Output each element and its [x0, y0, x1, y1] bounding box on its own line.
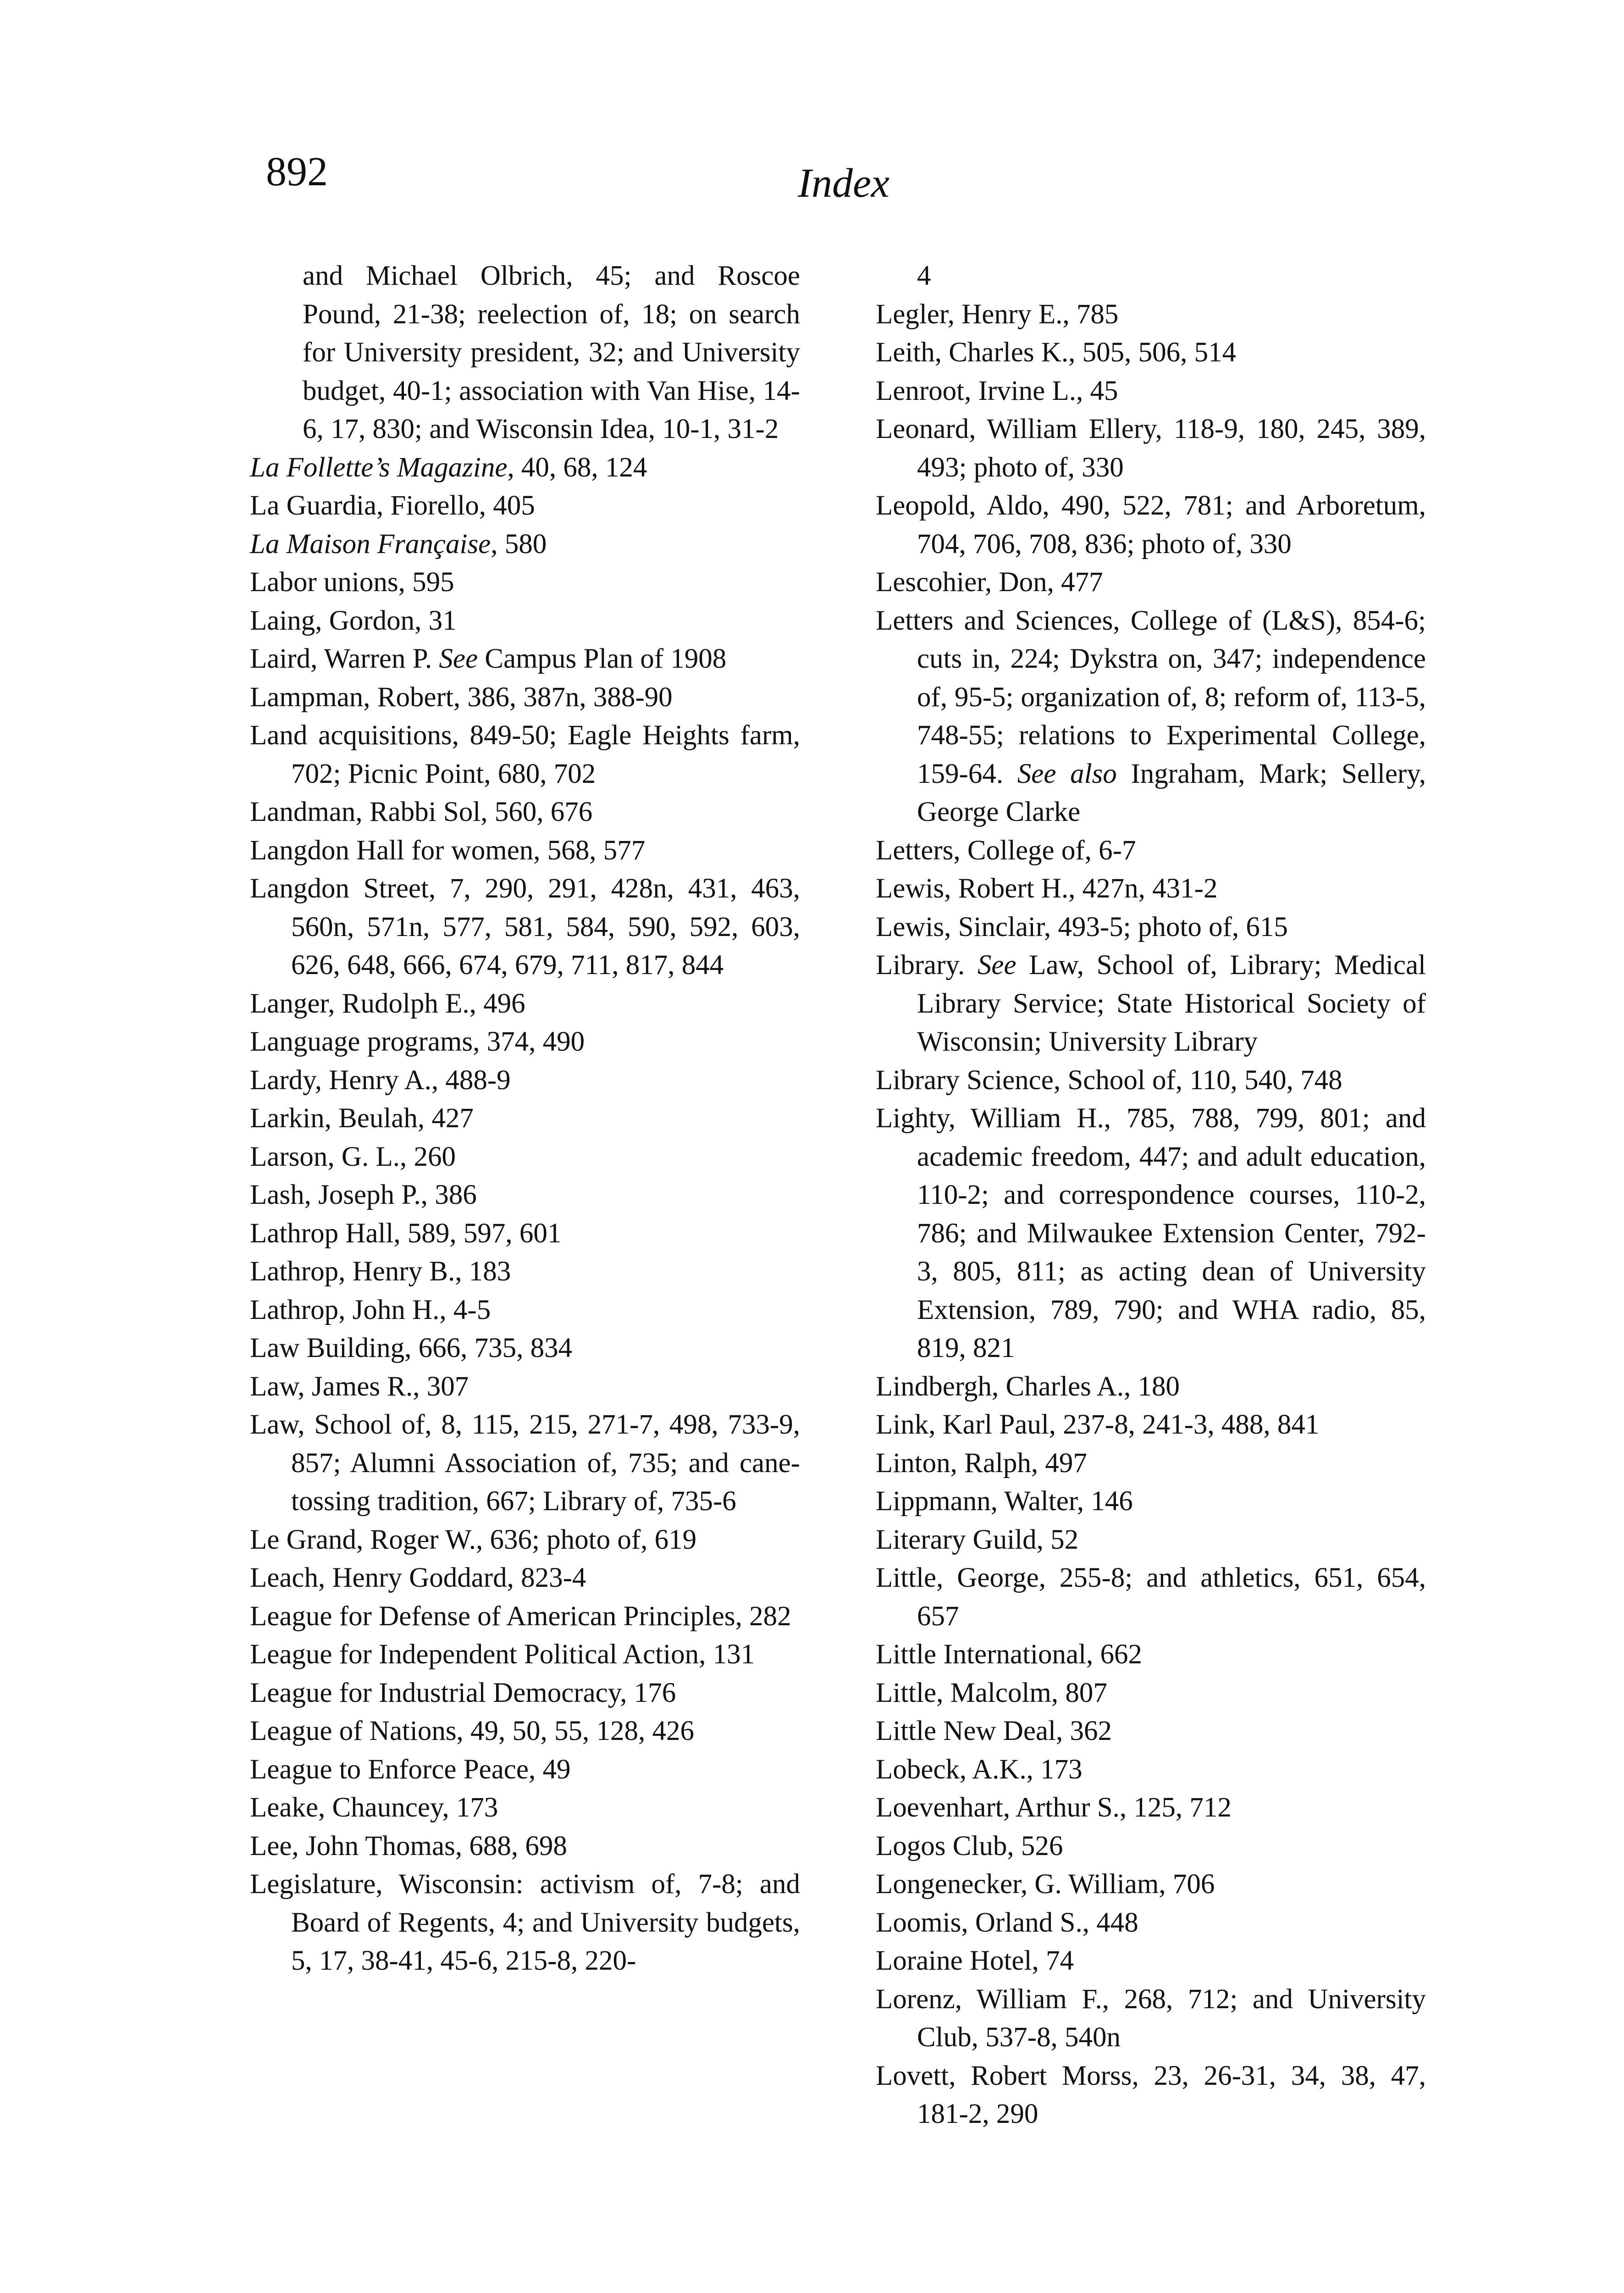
index-entry [250, 257, 800, 449]
index-entry-text: League for Defense of American Principles, 282 [250, 1601, 791, 1632]
index-column-left [250, 257, 800, 1980]
index-entry-text: Literary Guild, 52 [876, 1524, 1079, 1555]
index-entry [250, 1865, 800, 1980]
index-entry [250, 1252, 800, 1291]
index-entry [876, 1635, 1426, 1674]
index-entry-text: Langdon Street, 7, 290, 291, 428n, 431, 463, 560n, 571n, 577, 581, 584, 590, 592, 603, 626, 648, 666, 674, 679, 711, 817, 844 [250, 873, 800, 980]
index-entry-text: Logos Club, 526 [876, 1830, 1063, 1861]
index-entry-text: League for Industrial Democracy, 176 [250, 1677, 676, 1708]
index-entry-text: Leonard, William Ellery, 118-9, 180, 245, 389, 493; photo of, 330 [876, 414, 1426, 483]
index-entry [250, 640, 800, 678]
index-entry [250, 1406, 800, 1521]
index-entry-text: Little International, 662 [876, 1639, 1143, 1670]
index-entry [250, 870, 800, 985]
index-entry-text: Leith, Charles K., 505, 506, 514 [876, 337, 1237, 368]
index-entry-text: Lovett, Robert Morss, 23, 26-31, 34, 38, 47, 181-2, 290 [876, 2060, 1426, 2129]
index-entry-text: Lathrop, Henry B., 183 [250, 1256, 511, 1287]
index-entry-text: Leopold, Aldo, 490, 522, 781; and Arboretum, 704, 706, 708, 836; photo of, 330 [876, 490, 1426, 559]
index-entry [250, 1712, 800, 1750]
index-entry-text: Le Grand, Roger W., 636; photo of, 619 [250, 1524, 697, 1555]
index-entry [876, 908, 1426, 947]
index-entry [250, 563, 800, 602]
index-entry [876, 1061, 1426, 1100]
index-entry [876, 487, 1426, 563]
index-entry-text: Law, James R., 307 [250, 1371, 469, 1402]
index-entry [250, 1674, 800, 1712]
index-entry-text: Little, George, 255-8; and athletics, 651, 654, 657 [876, 1562, 1426, 1632]
index-entry [876, 410, 1426, 487]
index-entry-text: Land acquisitions, 849-50; Eagle Heights farm, 702; Picnic Point, 680, 702 [250, 720, 800, 789]
index-entry [876, 2057, 1426, 2133]
index-entry-text: Lighty, William H., 785, 788, 799, 801; and academic freedom, 447; and adult education, 110-2; and correspondence courses, 110-2, 786; and Milwaukee Extension Center, 792-3, 805, 811; as acting dean of University Extension, 789, 790; and WHA radio, 85, 819, 821 [876, 1103, 1426, 1363]
index-entry-text: Lewis, Sinclair, 493-5; photo of, 615 [876, 911, 1288, 942]
index-entry-text: Legler, Henry E., 785 [876, 299, 1119, 330]
index-entry [876, 1482, 1426, 1521]
index-entry-text: Law Building, 666, 735, 834 [250, 1333, 573, 1363]
index-entry-text: Langer, Rudolph E., 496 [250, 988, 525, 1019]
index-entry [250, 602, 800, 640]
index-entry-text: Little, Malcolm, 807 [876, 1677, 1107, 1708]
index-entry [876, 1942, 1426, 1980]
index-entry-text: and Michael Olbrich, 45; and Roscoe Pound, 21-38; reelection of, 18; on search for University president, 32; and University budget, 40-1; association with Van Hise, 14-6, 17, 830; and Wisconsin Idea, 10-1, 31-2 [303, 260, 800, 444]
index-entry-text: Loomis, Orland S., 448 [876, 1907, 1138, 1938]
index-entry-text: Lindbergh, Charles A., 180 [876, 1371, 1180, 1402]
index-entry [876, 1865, 1426, 1904]
index-entry-text: Landman, Rabbi Sol, 560, 676 [250, 797, 593, 827]
index-entry-text: Lewis, Robert H., 427n, 431-2 [876, 873, 1218, 904]
index-entry [250, 1061, 800, 1100]
index-entry-text: Lee, John Thomas, 688, 698 [250, 1830, 567, 1861]
index-cross-reference-label: See also [1017, 758, 1117, 789]
index-entry-text: Lenroot, Irvine L., 45 [876, 375, 1118, 406]
index-entry-italic-title: La Maison Française [250, 528, 491, 559]
index-entry [876, 1674, 1426, 1712]
index-entry [250, 1635, 800, 1674]
index-cross-reference-target: Law, School of, Library; Medical Library Service; State Historical Society of Wisconsin; University Library [917, 950, 1426, 1057]
index-entry [876, 1559, 1426, 1635]
index-entry-text: Lobeck, A.K., 173 [876, 1754, 1083, 1785]
index-entry [876, 257, 1426, 295]
index-entry-text: Loevenhart, Arthur S., 125, 712 [876, 1792, 1232, 1823]
index-entry [876, 1521, 1426, 1559]
index-entry-text: Lampman, Robert, 386, 387n, 388-90 [250, 681, 673, 713]
index-entry [876, 1750, 1426, 1789]
index-entry [250, 1750, 800, 1789]
index-entry-text: Lorenz, William F., 268, 712; and University Club, 537-8, 540n [876, 1983, 1426, 2053]
index-entry [876, 1827, 1426, 1866]
index-entry-text: Larkin, Beulah, 427 [250, 1103, 474, 1134]
index-entry-text: Laird, Warren P. [250, 643, 439, 674]
index-entry [250, 1521, 800, 1559]
index-entry [876, 333, 1426, 372]
index-entry-text: Labor unions, 595 [250, 567, 454, 598]
index-entry [250, 678, 800, 717]
index-entry-text: Little New Deal, 362 [876, 1716, 1112, 1746]
index-entry [250, 487, 800, 525]
index-entry [250, 1559, 800, 1597]
index-entry [876, 1368, 1426, 1406]
index-entry [250, 793, 800, 831]
index-entry-text: League to Enforce Peace, 49 [250, 1754, 571, 1785]
index-entry [250, 1099, 800, 1138]
index-cross-reference-target: Campus Plan of 1908 [478, 643, 727, 674]
index-entry [876, 1712, 1426, 1750]
index-entry-text: Lathrop Hall, 589, 597, 601 [250, 1218, 562, 1249]
index-entry-text: Larson, G. L., 260 [250, 1141, 456, 1172]
index-entry-text: Legislature, Wisconsin: activism of, 7-8; and Board of Regents, 4; and University budgets, 5, 17, 38-41, 45-6, 215-8, 220- [250, 1869, 800, 1976]
index-entry [250, 1214, 800, 1253]
index-entry-text: , 580 [491, 528, 547, 559]
index-entry [876, 1789, 1426, 1827]
index-entry [250, 525, 800, 564]
index-entry-text: Letters and Sciences, College of (L&S), 854-6; cuts in, 224; Dykstra on, 347; independence of, 95-5; organization of, 8; reform of, 113-5, 748-55; relations to Experimental College, 159-64. [876, 605, 1426, 789]
index-entry [876, 372, 1426, 410]
index-entry [876, 1406, 1426, 1444]
index-entry [250, 1789, 800, 1827]
page-number: 892 [266, 149, 328, 194]
index-entry [876, 295, 1426, 334]
index-entry [876, 1904, 1426, 1942]
index-entry-text: Lardy, Henry A., 488-9 [250, 1064, 511, 1096]
index-cross-reference-target: Ingraham, Mark; Sellery, George Clarke [917, 758, 1426, 827]
index-entry-text: , 40, 68, 124 [507, 452, 647, 483]
index-entry-text: Lescohier, Don, 477 [876, 567, 1103, 598]
index-entry-text: League for Independent Political Action, 131 [250, 1639, 755, 1670]
index-entry [876, 946, 1426, 1061]
index-entry-text: Lathrop, John H., 4-5 [250, 1294, 491, 1325]
index-entry [876, 831, 1426, 870]
index-entry-text: Letters, College of, 6-7 [876, 835, 1136, 866]
index-entry-text: La Guardia, Fiorello, 405 [250, 490, 535, 521]
index-entry-text: Langdon Hall for women, 568, 577 [250, 835, 646, 866]
index-entry [250, 1329, 800, 1368]
index-entry [250, 1597, 800, 1636]
index-entry-text: Lash, Joseph P., 386 [250, 1180, 477, 1210]
index-entry [250, 449, 800, 487]
index-entry [250, 1827, 800, 1866]
index-entry-italic-title: La Follette’s Magazine [250, 452, 508, 483]
index-cross-reference-label: See [977, 950, 1016, 980]
index-entry-text: Library Science, School of, 110, 540, 748 [876, 1064, 1342, 1096]
index-column-right [876, 257, 1426, 2133]
index-entry [250, 1023, 800, 1061]
index-entry-text: Laing, Gordon, 31 [250, 605, 457, 636]
index-entry-text: Lippmann, Walter, 146 [876, 1486, 1133, 1517]
index-entry-text: Leach, Henry Goddard, 823-4 [250, 1562, 586, 1593]
index-entry-text: Link, Karl Paul, 237-8, 241-3, 488, 841 [876, 1409, 1320, 1440]
index-entry [876, 563, 1426, 602]
index-entry-text: League of Nations, 49, 50, 55, 128, 426 [250, 1716, 695, 1746]
index-entry [876, 870, 1426, 908]
index-entry-text: Linton, Ralph, 497 [876, 1447, 1087, 1479]
index-cross-reference-label: See [439, 643, 478, 674]
index-entry-text: Leake, Chauncey, 173 [250, 1792, 498, 1823]
index-entry-text: Law, School of, 8, 115, 215, 271-7, 498, 733-9, 857; Alumni Association of, 735; and cane-tossing tradition, 667; Library of, 735-6 [250, 1409, 800, 1517]
index-entry [250, 1138, 800, 1176]
index-entry-text: Library. [876, 950, 978, 980]
index-entry [876, 1099, 1426, 1368]
index-entry [250, 1368, 800, 1406]
index-entry [250, 985, 800, 1023]
index-entry-text: Longenecker, G. William, 706 [876, 1869, 1215, 1900]
index-entry [250, 831, 800, 870]
index-entry [876, 602, 1426, 831]
index-entry-text: 4 [917, 260, 931, 291]
index-entry-text: Loraine Hotel, 74 [876, 1945, 1074, 1976]
index-entry [250, 1176, 800, 1214]
index-entry [876, 1444, 1426, 1483]
index-entry [876, 1980, 1426, 2057]
index-entry-text: Language programs, 374, 490 [250, 1026, 585, 1057]
index-entry [250, 716, 800, 793]
running-head-title: Index [798, 161, 889, 206]
index-entry [250, 1291, 800, 1329]
